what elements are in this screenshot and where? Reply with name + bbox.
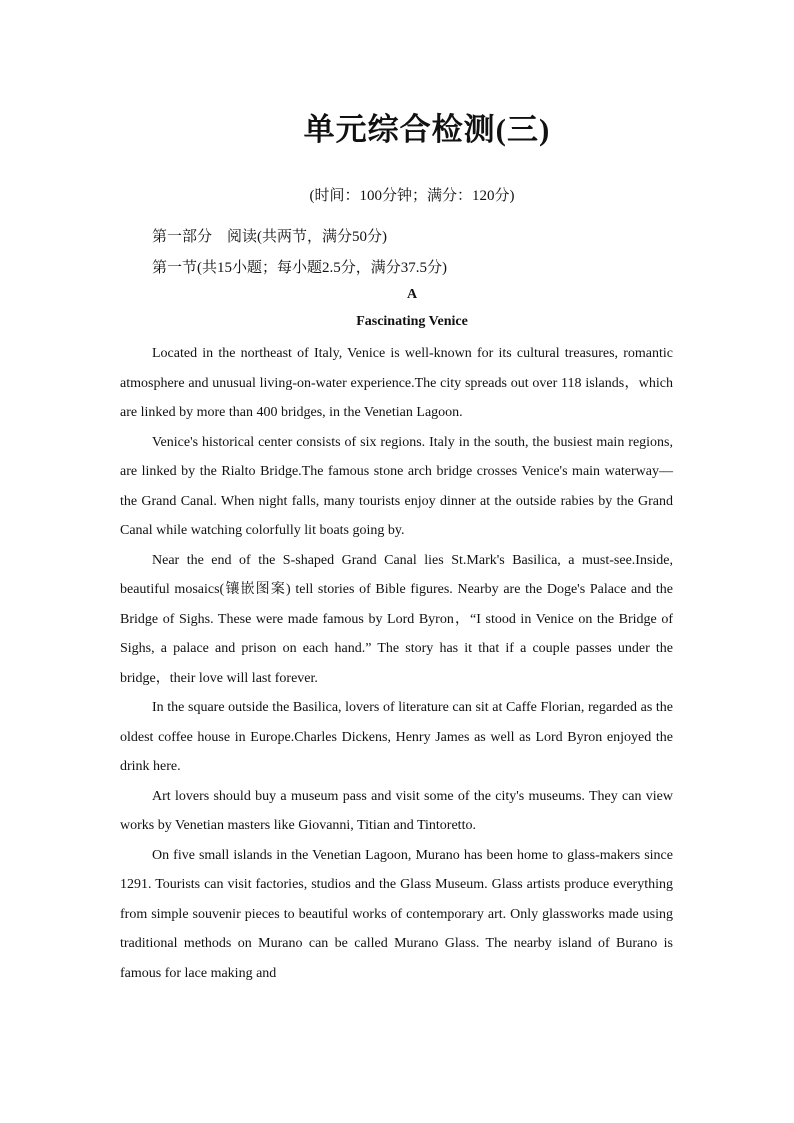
passage-title: Fascinating Venice — [356, 314, 468, 329]
page-title: 单元综合检测(三) — [303, 112, 551, 147]
passage-paragraph: Venice's historical center consists of six regions. Italy in the south, the busiest main regions, are linked by the Rialto Bridge.The famous stone arch bridge crosses Venice's main waterway—the Grand Canal. When night falls, many tourists enjoy dinner at the outside rabies by the Grand Canal while watching colorfully lit boats going by. — [120, 434, 673, 538]
passage-paragraph: In the square outside the Basilica, lovers of literature can sit at Caffe Florian, regarded as the oldest coffee house in Europe.Charles Dickens, Henry James as well as Lord Byron enjoyed the drink here. — [120, 700, 673, 774]
passage-paragraph: Art lovers should buy a museum pass and visit some of the city's museums. They can view works by Venetian masters like Giovanni, Titian and Tintoretto. — [120, 788, 673, 833]
passage-body — [120, 339, 673, 988]
part-one-heading: 第一部分 阅读(共两节，满分50分) — [152, 229, 387, 245]
exam-time-score: (时间：100分钟；满分：120分) — [309, 188, 515, 204]
passage-paragraph: Located in the northeast of Italy, Venice is well-known for its cultural treasures, romantic atmosphere and unusual living-on-water experience.The city spreads out over 118 islands，which are linked by more than 400 bridges, in the Venetian Lagoon. — [120, 346, 673, 420]
passage-letter: A — [406, 287, 418, 302]
section-one-heading: 第一节(共15小题；每小题2.5分，满分37.5分) — [152, 260, 447, 276]
passage-paragraph: On five small islands in the Venetian Lagoon, Murano has been home to glass-makers since 1291. Tourists can visit factories, studios and the Glass Museum. Glass artists produce everything from simple souvenir pieces to beautiful works of contemporary art. Only glassworks made using traditional methods on Murano can be called Murano Glass. The nearby island of Burano is famous for lace making and — [120, 847, 673, 981]
passage-paragraph: Near the end of the S-shaped Grand Canal lies St.Mark's Basilica, a must-see.Inside, beautiful mosaics(镶嵌图案) tell stories of Bible figures. Nearby are the Doge's Palace and the Bridge of Sighs. These were made famous by Lord Byron，“I stood in Venice on the Bridge of Sighs, a palace and prison on each hand.” The story has it that if a couple passes under the bridge，their love will last forever. — [120, 552, 673, 686]
